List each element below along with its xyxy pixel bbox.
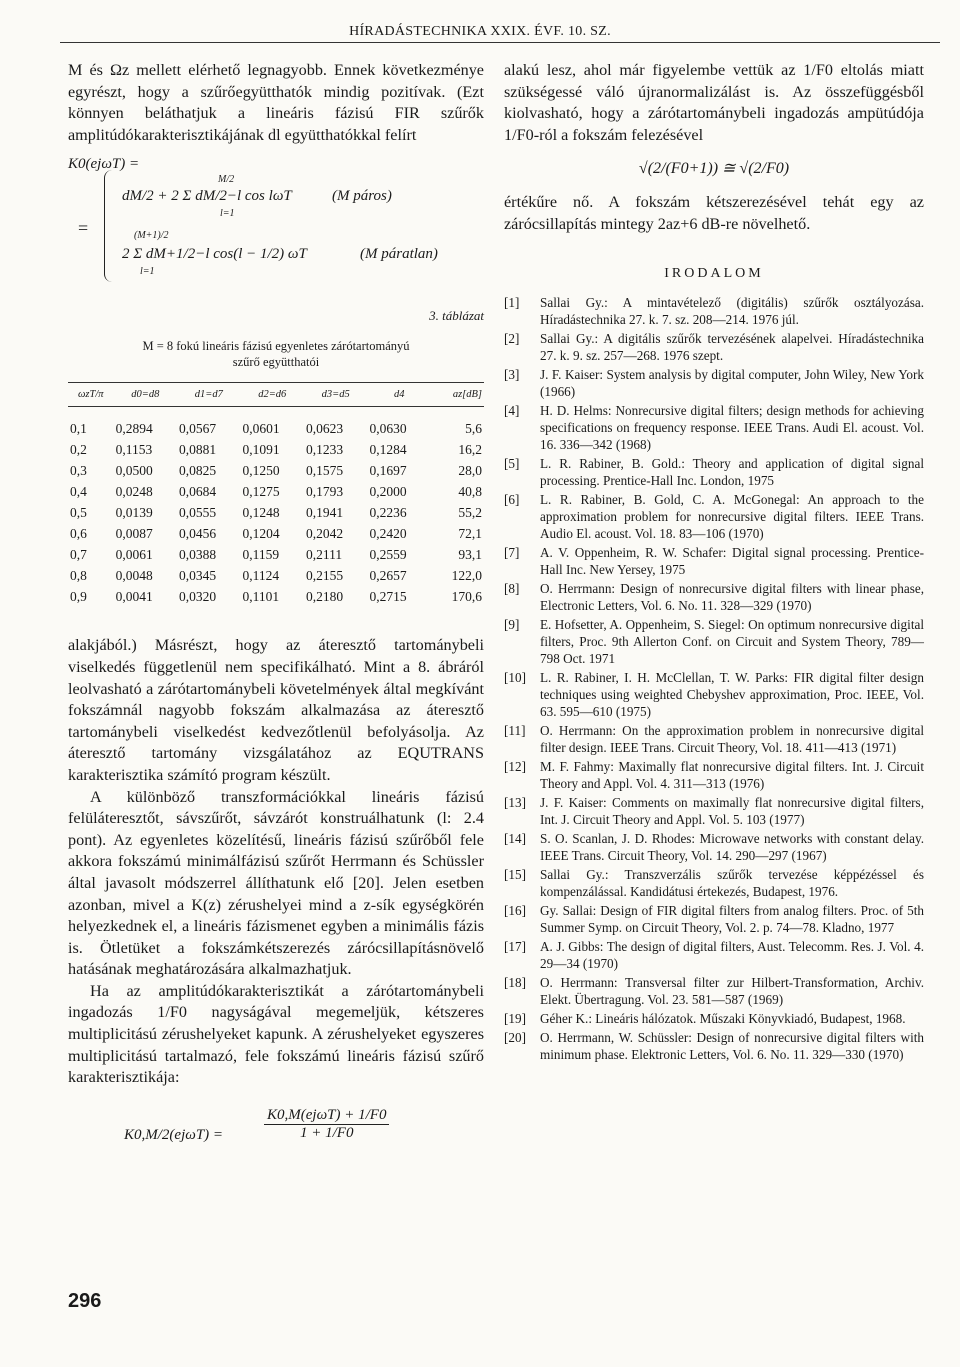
sum1-top: M/2 (218, 174, 235, 186)
reference-item (504, 794, 924, 828)
reference-item (504, 1010, 924, 1027)
table-cell: 0,1575 (305, 462, 344, 478)
table-label: 3. táblázat (429, 308, 484, 324)
table-header-row (68, 383, 484, 407)
table-cell: 0,0061 (115, 546, 153, 562)
table-cell: 0,0881 (179, 441, 217, 457)
table-cell: 0,2180 (305, 588, 344, 604)
table-cell: 0,0048 (115, 567, 153, 583)
formula-equals: = (78, 218, 89, 239)
reference-number: [16] (504, 902, 526, 918)
reference-text: M. F. Fahmy: Maximally flat nonrecursive digital filters. Int. J. Circuit Theory and Appl. Vol. 4. 311—313 (1976) (540, 758, 924, 791)
reference-number: [8] (504, 580, 520, 596)
table-cell: 0,1248 (242, 504, 280, 520)
table-cell: 0,0825 (179, 462, 217, 478)
reference-number: [15] (504, 866, 526, 882)
table-cell: 0,0320 (179, 588, 217, 604)
reference-item (504, 294, 924, 328)
reference-text: L. R. Rabiner, B. Gold, C. A. McGonegal: An approach to the approximation problem for nonrecursive digital filters. IEEE Trans. Audio El. acoust. Vol. 18. 83—106 (1970) (540, 491, 924, 541)
left-paragraph-2: alakjából.) Másrészt, hogy az áteresztő tartománybeli viselkedés függetlenül nem specifikálható. Mint a 8. ábráról leolvasható a zárótartománybeli követelmények által megkívánt fokszámnál nagyobb fokszám alkalmazása az áteresztő tartománybeli viselkedést kedvezőtlenül befolyásolja. Az áteresztő tartomány vizsgálatához az EQUTRANS karakterisztika számító program készült. (68, 636, 484, 784)
sum1-bottom: l=1 (220, 208, 235, 220)
table-cell: 0,1793 (305, 483, 344, 499)
table-cell: 0,1159 (242, 546, 280, 562)
reference-item (504, 902, 924, 936)
table-row (68, 586, 484, 607)
reference-item (504, 366, 924, 400)
formula-line-2: 2 Σ dM+1/2−l cos(l − 1/2) ωT (122, 246, 307, 263)
reference-number: [7] (504, 544, 520, 560)
table-cell: 170,6 (451, 588, 482, 604)
formula-lhs: K0(ejωT) = (68, 156, 140, 173)
table-cell: 0,0087 (115, 525, 153, 541)
right-column (504, 60, 924, 1065)
reference-number: [19] (504, 1010, 526, 1026)
table-cell: 0,2657 (369, 567, 407, 583)
sum2-top: (M+1)/2 (134, 230, 169, 242)
table-title-line-2: szűrő együtthatói (232, 355, 320, 370)
table-cell: 122,0 (451, 567, 482, 583)
reference-item (504, 722, 924, 756)
table-cell: 0,0139 (115, 504, 153, 520)
reference-item (504, 866, 924, 900)
reference-text: Sallai Gy.: A digitális szűrők tervezésének alapelvei. Híradástechnika 27. k. 9. sz. 257—268. 1976 szept. (540, 330, 924, 363)
reference-number: [18] (504, 974, 526, 990)
reference-text: J. F. Kaiser: System analysis by digital computer, John Wiley, New York (1966) (540, 366, 924, 399)
table-cell: 0,8 (70, 567, 87, 583)
table-cell: 0,1091 (242, 441, 280, 457)
formula-line-2-note: (M páratlan) (360, 246, 438, 263)
reference-text: L. R. Rabiner, B. Gold.: Theory and application of digital signal processing. Prentice-Hall Inc. London, 1975 (540, 455, 924, 488)
coefficient-table (68, 382, 484, 607)
reference-text: Sallai Gy.: A mintavételező (digitális) szűrők osztályozása. Híradástechnika 27. k. 7. sz. 208—214. 1976 júl. (540, 294, 924, 327)
sum2-bottom: l=1 (140, 266, 155, 278)
formula-line-1-note: (M páros) (332, 188, 392, 205)
table-cell: 0,2236 (369, 504, 407, 520)
table-cell: 5,6 (465, 420, 482, 436)
reference-number: [6] (504, 491, 520, 507)
table-cell: 0,0623 (305, 420, 344, 436)
table-header-cell: ωzT/π (68, 383, 114, 407)
reference-text: A. J. Gibbs: The design of digital filters, Aust. Telecomm. Res. J. Vol. 4. 29—34 (1970) (540, 938, 924, 971)
table-row (68, 544, 484, 565)
table-title-line-1: M = 8 fokú lineáris fázisú egyenletes zárótartományú (142, 339, 410, 354)
table-cell: 0,0041 (115, 588, 153, 604)
table-header-cell: d2=d6 (241, 383, 304, 407)
table-cell: 0,1124 (242, 567, 280, 583)
reference-text: Sallai Gy.: Transzverzális szűrők tervezése képpézéssel és kompenzálással. Kandidátusi értekezés, Budapest, 1976. (540, 866, 924, 899)
right-paragraph-2: értékűre nő. A fokszám kétszerezésével tehát egy az zárócsillapítás mintegy 2az+6 dB-re növelhető. (504, 193, 924, 233)
table-cell: 0,1250 (242, 462, 280, 478)
table-row (68, 460, 484, 481)
table-row (68, 523, 484, 544)
table-cell: 0,1941 (305, 504, 344, 520)
table-cell: 0,1275 (242, 483, 280, 499)
table-cell: 0,6 (70, 525, 87, 541)
reference-item (504, 402, 924, 453)
reference-number: [10] (504, 669, 526, 685)
table-cell: 0,1284 (369, 441, 407, 457)
table-row (68, 407, 484, 440)
formula-brace (104, 170, 115, 282)
reference-text: O. Herrmann: On the approximation problem in nonrecursive digital filter design. IEEE Trans. Circuit Theory, Vol. 18. 411—413 (1971) (540, 722, 924, 755)
sqrt-formula: √(2/(F0+1)) ≅ √(2/F0) (638, 160, 790, 178)
bottom-formula-denominator: 1 + 1/F0 (300, 1124, 354, 1141)
left-paragraph-1: M és Ωz mellett elérhető legnagyobb. Ennek következménye egyrészt, hogy a szűrőegyütthatók mindig pozitívak. (Ezt könnyen beláthatjuk a lineáris fázisú FIR szűrők amplitúdókarakterisztikájának dl együtthatókkal felírt (68, 61, 484, 144)
reference-number: [1] (504, 294, 520, 310)
table-cell: 0,0684 (179, 483, 217, 499)
reference-item (504, 758, 924, 792)
reference-number: [5] (504, 455, 520, 471)
left-paragraph-3: A különböző transzformációkkal lineáris fázisú felüláteresztőt, sávszűrőt, sávzárót konstruálhatunk (l: 2.4 pont). Az egyenletes közelítésű, lineáris fázisú szűrőből fele akkora fokszámú minimálfázisú szűrőt Herrmann és Schüssler által javasolt módszerrel állíthatunk elő [20]. Jelen esetben azonban, mivel a K(z) zérushelyei mind a z-sík egységkörén helyezkednek el, a lineáris fázismenet egyben a minimális fázis is. Ötletüket a fokszámkétszerezés zárócsillapításnövelő hatásának meghatározására alkalmazhatjuk. (68, 787, 484, 979)
table-cell: 0,2715 (369, 588, 407, 604)
page-number: 296 (68, 1290, 102, 1312)
table-cell: 0,2894 (115, 420, 153, 436)
table-row (68, 481, 484, 502)
bottom-formula-lhs: K0,M/2(ejωT) = (124, 1126, 224, 1143)
reference-number: [11] (504, 722, 526, 738)
reference-item (504, 974, 924, 1008)
table-cell: 0,0388 (179, 546, 217, 562)
table-cell: 0,4 (70, 483, 87, 499)
reference-text: A. V. Oppenheim, R. W. Schafer: Digital signal processing. Prentice-Hall Inc. New Yersey, 1975 (540, 544, 924, 577)
reference-item (504, 455, 924, 489)
table-row (68, 439, 484, 460)
reference-item (504, 830, 924, 864)
reference-item (504, 938, 924, 972)
reference-number: [14] (504, 830, 526, 846)
amplitude-formula (68, 152, 484, 302)
table-header-cell: d0=d8 (114, 383, 177, 407)
reference-text: O. Herrmann: Transversal filter zur Hilbert-Transformation, Archiv. Elekt. Übertragung. Vol. 23. 581—587 (1969) (540, 974, 924, 1007)
reference-text: J. F. Kaiser: Comments on maximally flat nonrecursive digital filters, Int. J. Circuit Theory and Appl. Vol. 5. 103 (1977) (540, 794, 924, 827)
table-cell: 0,2042 (305, 525, 344, 541)
reference-item (504, 669, 924, 720)
table-cell: 72,1 (458, 525, 482, 541)
table-cell: 0,1101 (242, 588, 280, 604)
table-row (68, 565, 484, 586)
table-cell: 55,2 (458, 504, 482, 520)
table-cell: 0,0456 (179, 525, 217, 541)
running-header: HÍRADÁSTECHNIKA XXIX. ÉVF. 10. SZ. (349, 24, 611, 39)
table-cell: 0,1 (70, 420, 87, 436)
table-header-cell: az[dB] (431, 383, 484, 407)
table-cell: 0,3 (70, 462, 87, 478)
table-cell: 0,2000 (369, 483, 407, 499)
reference-list (504, 294, 924, 1063)
reference-text: E. Hofsetter, A. Oppenheim, S. Siegel: On optimum nonrecursive digital filters, Proc. 9th Allerton Conf. on Circuit and System Theory, 789—798 Oct. 1971 (540, 616, 924, 666)
table-cell: 0,0248 (115, 483, 153, 499)
table-cell: 0,1204 (242, 525, 280, 541)
reference-number: [12] (504, 758, 526, 774)
table-cell: 0,0500 (115, 462, 153, 478)
table-title (68, 338, 484, 370)
table-cell: 0,0567 (179, 420, 217, 436)
bottom-formula-numerator: K0,M(ejωT) + 1/F0 (264, 1107, 389, 1125)
right-paragraph-1: alakú lesz, ahol már figyelembe vettük az 1/F0 eltolás miatt szükségessé váló újranormalizálást is. Az összefüggésből kiolvasható, hogy a zárótartománybeli ingadozás ampütúdója 1/F0-ról a fokszám felezésével (504, 61, 924, 144)
table-cell: 0,2155 (305, 567, 344, 583)
reference-text: Géher K.: Lineáris hálózatok. Műszaki Könyvkiadó, Budapest, 1968. (540, 1010, 906, 1026)
table-cell: 0,9 (70, 588, 87, 604)
reference-text: H. D. Helms: Nonrecursive digital filters; design methods for achieving specifications on frequency response. IEEE Trans. Audi El. acoust. Vol. 16. 336—342 (1968) (540, 402, 924, 452)
table-header-cell: d4 (367, 383, 430, 407)
table-header-cell: d3=d5 (304, 383, 367, 407)
table-row (68, 502, 484, 523)
reference-item (504, 616, 924, 667)
table-cell: 93,1 (458, 546, 482, 562)
table-cell: 0,2 (70, 441, 87, 457)
header-rule (60, 42, 940, 43)
reference-number: [3] (504, 366, 520, 382)
table-cell: 0,2111 (305, 546, 343, 562)
half-order-formula (68, 1103, 484, 1173)
left-paragraph-4: Ha az amplitúdókarakterisztikát a zárótartománybeli ingadozás 1/F0 nagyságával megemeljük, kétszeres multiplicitású zérushelyeket kapunk. A zérushelyeket egyszeres multiplicitású tartalmazó, fele fokszámú lineáris fázisú szűrő karakterisztikája: (68, 981, 484, 1087)
reference-item (504, 544, 924, 578)
references-title: IRODALOM (664, 265, 764, 281)
table-cell: 0,0601 (242, 420, 280, 436)
reference-number: [20] (504, 1029, 526, 1045)
reference-text: Gy. Sallai: Design of FIR digital filters from analog filters. Proc. of 5th Summer Symp. on Circuit Theory, Vol. 2. p. 74—78. Kladno, 1977 (540, 902, 924, 935)
table-cell: 16,2 (458, 441, 482, 457)
reference-text: L. R. Rabiner, I. H. McClellan, T. W. Parks: FIR digital filter design techniques using weighted Chebyshev approximation, Proc. IEEE, Vol. 63. 595—610 (1975) (540, 669, 924, 719)
reference-text: O. Herrmann: Design of nonrecursive digital filters with linear phase, Electronic Letters, Vol. 6. No. 11. 328—329 (1970) (540, 580, 924, 613)
table-cell: 0,5 (70, 504, 87, 520)
table-cell: 0,1153 (115, 441, 153, 457)
table-cell: 0,1697 (369, 462, 407, 478)
table-cell: 0,0555 (179, 504, 217, 520)
reference-text: S. O. Scanlan, J. D. Rhodes: Microwave networks with constant delay. IEEE Trans. Circuit Theory, Vol. 14. 290—297 (1967) (540, 830, 924, 863)
table-cell: 0,0630 (369, 420, 407, 436)
reference-item (504, 491, 924, 542)
reference-item (504, 580, 924, 614)
left-column (68, 60, 484, 1173)
reference-number: [9] (504, 616, 520, 632)
table-cell: 0,0345 (179, 567, 217, 583)
table-cell: 28,0 (458, 462, 482, 478)
bottom-formula-fraction (264, 1107, 389, 1142)
table-cell: 40,8 (458, 483, 482, 499)
reference-text: O. Herrmann, W. Schüssler: Design of nonrecursive digital filters with minimum phase. Elektronic Letters, Vol. 6. No. 11. 329—330 (1970) (540, 1029, 924, 1062)
reference-item (504, 1029, 924, 1063)
table-cell: 0,2559 (369, 546, 407, 562)
table-header-cell: d1=d7 (177, 383, 240, 407)
reference-item (504, 330, 924, 364)
reference-number: [4] (504, 402, 520, 418)
reference-number: [2] (504, 330, 520, 346)
reference-number: [13] (504, 794, 526, 810)
reference-number: [17] (504, 938, 526, 954)
formula-line-1: dM/2 + 2 Σ dM/2−l cos lωT (122, 188, 292, 205)
table-cell: 0,2420 (369, 525, 407, 541)
table-cell: 0,1233 (305, 441, 344, 457)
table-cell: 0,7 (70, 546, 87, 562)
